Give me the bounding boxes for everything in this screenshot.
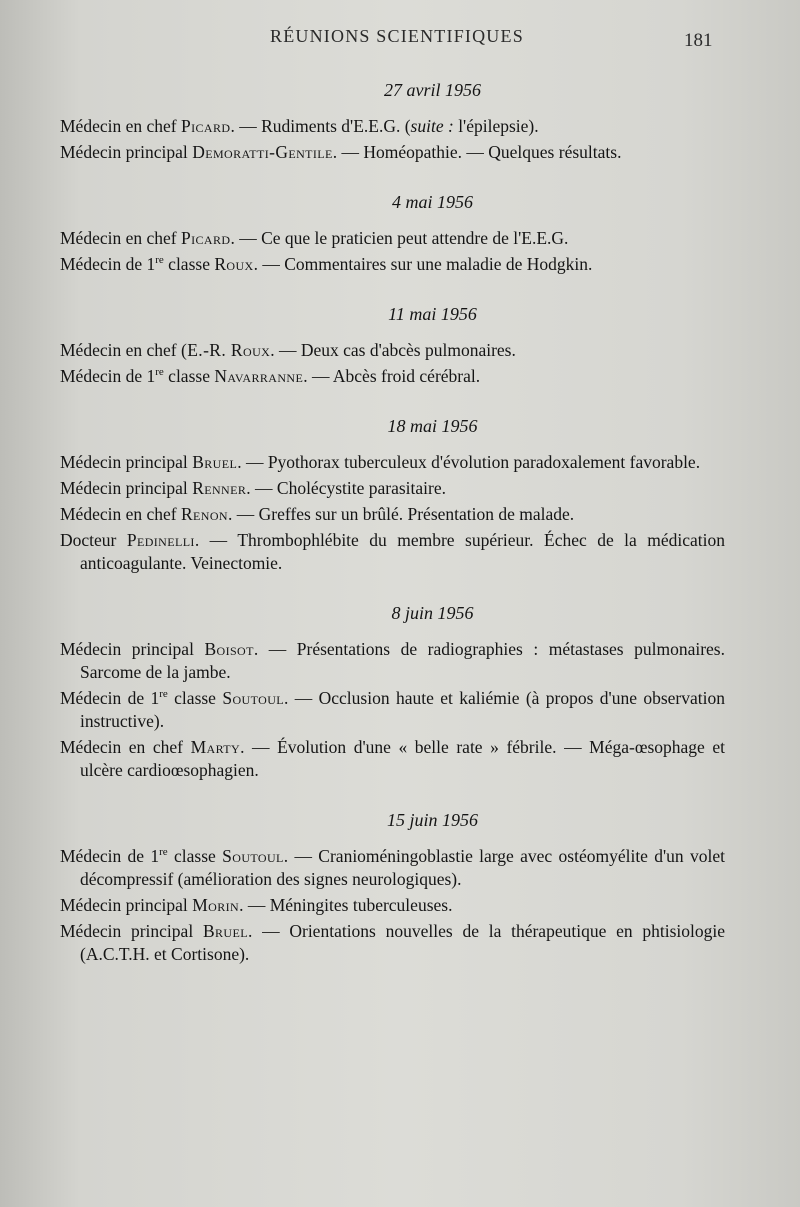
entry: Médecin principal Demoratti-Gentile. — Homéopathie. — Quelques résultats.: [60, 142, 622, 162]
entry-text: Commentaires sur une maladie de Hodgkin.: [284, 254, 593, 274]
entry-title: Médecin de 1: [60, 366, 156, 386]
entry: Médecin principal Bruel. — Orientations nouvelles de la thérapeutique en phtisiologie (A.C.T.H. et Cortisone).: [60, 921, 726, 964]
entry-text: Deux cas d'abcès pulmonaires.: [300, 340, 516, 360]
entry-name: Picard: [180, 228, 231, 248]
entry-title: Médecin de 1: [60, 254, 156, 274]
entry-name: Marty: [190, 737, 241, 757]
entry-title-sup: re: [159, 846, 168, 859]
entry-name: Renner: [192, 478, 247, 498]
entry-text: Méningites tuberculeuses.: [269, 895, 453, 915]
entry-text: Abcès froid cérébral.: [332, 366, 481, 386]
entry: Docteur Pedinelli. — Thrombophlébite du membre supérieur. Échec de la médication anticoagulante. Veinectomie.: [60, 530, 726, 573]
entry-title: Médecin principal: [60, 142, 188, 162]
entry-text: Cranioméningoblastie large avec ostéomyélite d'un volet décompressif (amélioration des signes neurologiques).: [80, 846, 725, 889]
entry: Médecin principal Bruel. — Pyothorax tuberculeux d'évolution paradoxalement favorable.: [60, 452, 701, 472]
entry: Médecin principal Boisot. — Présentations de radiographies : métastases pulmonaires. Sarcome de la jambe.: [60, 639, 725, 682]
entry-name: Soutoul: [222, 688, 284, 708]
entry-name: Roux: [214, 254, 254, 274]
entry-text: Évolution d'une « belle rate » fébrile. — Méga-œsophage et ulcère cardioœsophagien.: [80, 737, 725, 780]
entry-name: Boisot: [204, 639, 254, 659]
session-27-avril: [60, 80, 725, 164]
session-date: 18 mai 1956: [387, 416, 478, 436]
entry: Médecin de 1re classe Roux. — Commentaires sur une maladie de Hodgkin.: [60, 254, 593, 274]
entry-text: Cholécystite parasitaire.: [276, 478, 446, 498]
session-date: 4 mai 1956: [392, 192, 473, 212]
session-date: 8 juin 1956: [391, 603, 474, 623]
session-15-juin: [60, 810, 725, 966]
entry-title: Médecin en chef: [60, 504, 177, 524]
session-date: 27 avril 1956: [384, 80, 481, 100]
entry-title: Médecin de 1: [60, 688, 160, 708]
entry-name: Morin: [192, 895, 240, 915]
session-8-juin: [60, 603, 725, 782]
entry-name: Renon: [180, 504, 228, 524]
entry-title: Médecin en chef: [60, 116, 177, 136]
entry-title: classe: [167, 688, 216, 708]
entry: Médecin en chef (E.-R. Roux. — Deux cas d'abcès pulmonaires.: [60, 340, 516, 360]
entry: Médecin principal Renner. — Cholécystite parasitaire.: [60, 478, 446, 498]
entry-text: Thrombophlébite du membre supérieur. Échec de la médication anticoagulante. Veinectomie.: [80, 530, 726, 573]
entry-text: Occlusion haute et kaliémie (à propos d'une observation instructive).: [80, 688, 726, 731]
running-head: RÉUNIONS SCIENTIFIQUES: [270, 26, 524, 46]
entry-title: Médecin de 1: [60, 846, 160, 866]
entry-title-sup: re: [155, 254, 164, 267]
entry-text: Rudiments d'E.E.G. (: [261, 116, 411, 136]
entry-text-italic: suite :: [410, 116, 454, 136]
page-number: 181: [684, 30, 713, 51]
entry-title: Médecin principal: [60, 478, 188, 498]
sessions-list: [60, 80, 725, 994]
entry: Médecin de 1re classe Navarranne. — Abcès froid cérébral.: [60, 366, 481, 386]
entry-name: Bruel: [202, 921, 248, 941]
entry-name: Pedinelli: [126, 530, 195, 550]
entry: Médecin en chef Renon. — Greffes sur un brûlé. Présentation de malade.: [60, 504, 575, 524]
entry: Médecin principal Morin. — Méningites tuberculeuses.: [60, 895, 453, 915]
entry-text: Présentations de radiographies : métastases pulmonaires. Sarcome de la jambe.: [80, 639, 725, 682]
entry-title: Médecin principal: [60, 895, 188, 915]
entry-title-sup: re: [155, 366, 164, 379]
entry-title: classe: [163, 254, 210, 274]
entry-name: Soutoul: [222, 846, 284, 866]
entry-name: Picard: [180, 116, 231, 136]
entry-title: Médecin en chef: [60, 737, 183, 757]
entry-title: Médecin principal: [60, 452, 188, 472]
entry: Médecin en chef Picard. — Ce que le praticien peut attendre de l'E.E.G.: [60, 228, 569, 248]
entry-title: Docteur: [60, 530, 117, 550]
session-date: 15 juin 1956: [386, 810, 478, 830]
entry-text: Ce que le praticien peut attendre de l'E.E.G.: [261, 228, 569, 248]
entry-name: (E.-R. Roux: [180, 340, 271, 360]
entry-name: Navarranne: [214, 366, 304, 386]
entry-text: Homéopathie. — Quelques résultats.: [363, 142, 622, 162]
entry: Médecin en chef Picard. — Rudiments d'E.E.G. (suite : l'épilepsie).: [60, 116, 539, 136]
entry-name: Bruel: [192, 452, 238, 472]
entry-text: Pyothorax tuberculeux d'évolution paradoxalement favorable.: [267, 452, 701, 472]
session-4-mai: [60, 192, 725, 276]
entry-title-sup: re: [159, 688, 168, 701]
entry: Médecin en chef Marty. — Évolution d'une « belle rate » fébrile. — Méga-œsophage et ulcère cardioœsophagien.: [60, 737, 725, 780]
entry-title: Médecin principal: [60, 921, 194, 941]
entry: Médecin de 1re classe Soutoul. — Cranioméningoblastie large avec ostéomyélite d'un volet décompressif (amélioration des signes neurologiques).: [60, 846, 725, 889]
entry-title: Médecin en chef: [60, 228, 177, 248]
entry-title: classe: [167, 846, 216, 866]
entry-text: Greffes sur un brûlé. Présentation de malade.: [258, 504, 575, 524]
session-date: 11 mai 1956: [388, 304, 477, 324]
entry-title: Médecin principal: [60, 639, 194, 659]
entry-title: Médecin en chef: [60, 340, 177, 360]
session-11-mai: [60, 304, 725, 388]
entry-text: Orientations nouvelles de la thérapeutique en phtisiologie (A.C.T.H. et Cortisone).: [80, 921, 726, 964]
entry-name: Demoratti-Gentile: [192, 142, 333, 162]
session-18-mai: [60, 416, 725, 575]
entry-text: l'épilepsie).: [453, 116, 539, 136]
entry: Médecin de 1re classe Soutoul. — Occlusion haute et kaliémie (à propos d'une observation instructive).: [60, 688, 726, 731]
entry-title: classe: [163, 366, 210, 386]
